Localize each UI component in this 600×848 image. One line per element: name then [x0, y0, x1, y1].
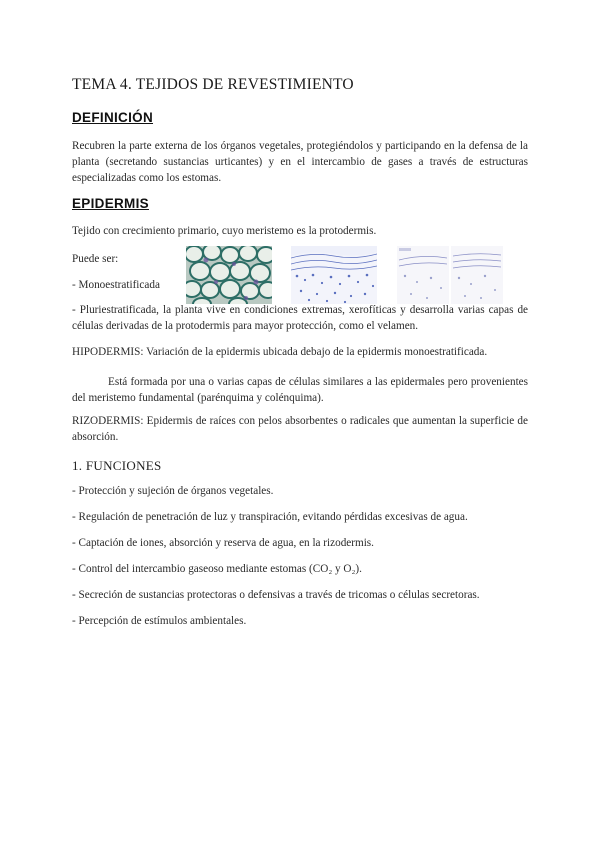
page-title: TEMA 4. TEJIDOS DE REVESTIMIENTO — [72, 76, 354, 93]
funcion-item: - Secreción de sustancias protectoras o defensivas a través de tricomas o células secretoras. — [72, 589, 480, 601]
monoestratificada-item: - Monoestratificada — [72, 279, 160, 291]
funcion-item: - Regulación de penetración de luz y transpiración, evitando pérdidas excesivas de agua. — [72, 511, 468, 523]
rizodermis-paragraph: RIZODERMIS: Epidermis de raíces con pelos absorbentes o radicales que aumentan la superficie de absorción. — [72, 415, 528, 443]
epidermis-intro: Tejido con crecimiento primario, cuyo meristemo es la protodermis. — [72, 225, 377, 237]
funcion-item: - Percepción de estímulos ambientales. — [72, 615, 247, 627]
puede-ser-label: Puede ser: — [72, 253, 119, 265]
funciones-heading: 1. FUNCIONES — [72, 458, 162, 473]
definicion-paragraph: Recubren la parte externa de los órganos vegetales, protegiéndolos y participando en la defensa de la planta (secretando sustancias urticantes) y en el intercambio de gases a través de estructuras especializadas como los estomas. — [72, 140, 528, 184]
micrograph-monoestratificada-image — [186, 246, 272, 304]
hipodermis-paragraph: HIPODERMIS: Variación de la epidermis ubicada debajo de la epidermis monoestratificada. — [72, 346, 488, 358]
epidermis-heading: EPIDERMIS — [72, 196, 149, 211]
funcion-item: - Captación de iones, absorción y reserva de agua, en la rizodermis. — [72, 537, 374, 549]
funcion-item: - Protección y sujeción de órganos vegetales. — [72, 485, 274, 497]
micrograph-pluriestratificada-image — [291, 246, 377, 304]
micrograph-velamen-image — [397, 246, 503, 304]
formada-paragraph: Está formada por una o varias capas de células similares a las epidermales pero provenientes del meristemo fundamental (parénquima y colénquima). — [72, 376, 528, 404]
definicion-heading: DEFINICIÓN — [72, 110, 154, 125]
funcion-item: - Control del intercambio gaseoso mediante estomas (CO₂ y O₂). — [72, 563, 362, 575]
pluriestratificada-item: - Pluriestratificada, la planta vive en condiciones extremas, xerofíticas y desarrolla varias capas de células derivadas de la protodermis para mayor protección, como el velamen. — [72, 304, 528, 332]
